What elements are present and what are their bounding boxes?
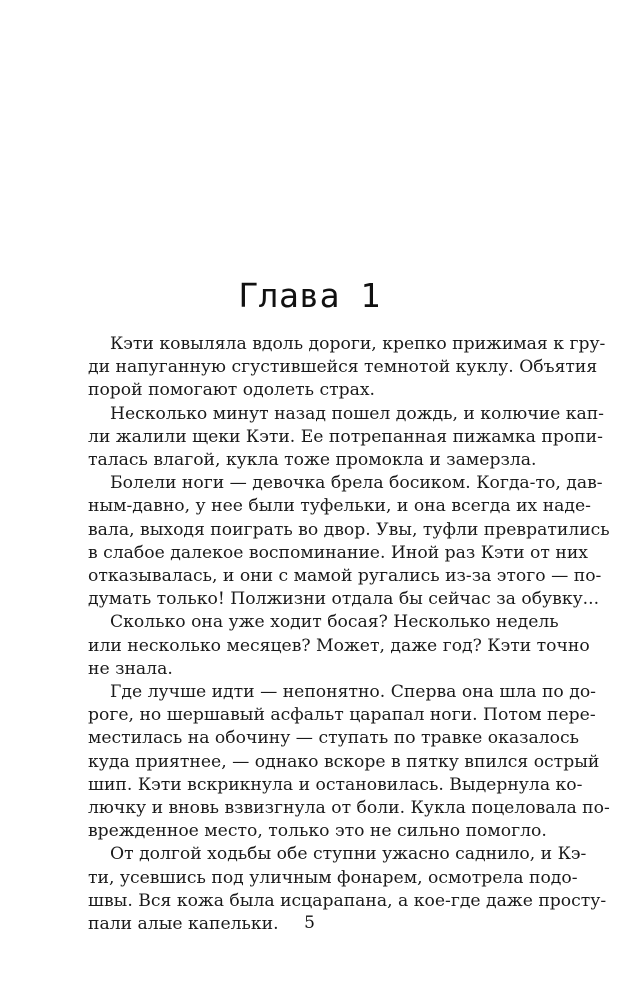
paragraph [88, 611, 590, 681]
chapter-title: Глава 1 [238, 276, 381, 315]
text-line: От долгой ходьбы обе ступни ужасно саднило, и Кэ- [110, 844, 587, 865]
text-line: местилась на обочину — ступать по травке оказалось [88, 728, 580, 749]
text-line: порой помогают одолеть страх. [88, 380, 376, 401]
text-line: Болели ноги — девочка брела босиком. Когда-то, дав- [110, 473, 603, 494]
text-line: отказывалась, и они с мамой ругались из-за этого — по- [88, 566, 602, 587]
text-line: пали алые капельки. [88, 914, 279, 935]
text-line: швы. Вся кожа была исцарапана, а кое-где даже просту- [88, 890, 607, 911]
text-line: ти, усевшись под уличным фонарем, осмотрела подо- [88, 867, 578, 888]
paragraph [88, 333, 606, 403]
text-line: шип. Кэти вскрикнула и остановилась. Выдернула ко- [88, 774, 583, 795]
text-line: или несколько месяцев? Может, даже год? Кэти точно [88, 635, 590, 656]
paragraph [88, 472, 610, 611]
text-line: талась влагой, кукла тоже промокла и замерзла. [88, 450, 537, 471]
text-line: врежденное место, только это не сильно помогло. [88, 821, 547, 842]
text-line: куда приятнее, — однако вскоре в пятку впился острый [88, 751, 600, 772]
text-line: Кэти ковыляла вдоль дороги, крепко прижимая к гру- [110, 334, 606, 354]
text-line: думать только! Полжизни отдала бы сейчас за обувку... [88, 589, 600, 610]
text-line: Где лучше идти — непонятно. Сперва она шла по до- [110, 682, 596, 703]
text-line: роге, но шершавый асфальт царапал ноги. Потом пере- [88, 705, 596, 726]
paragraph [88, 403, 604, 473]
text-line: Сколько она уже ходит босая? Несколько недель [110, 612, 559, 633]
chapter-body [88, 333, 610, 936]
text-line: в слабое далекое воспоминание. Иной раз Кэти от них [88, 542, 588, 563]
text-line: вала, выходя поиграть во двор. Увы, туфли превратились [88, 519, 610, 540]
text-line: ди напуганную сгустившейся темнотой куклу. Объятия [88, 357, 598, 378]
text-line: лючку и вновь взвизгнула от боли. Кукла поцеловала по- [88, 798, 610, 819]
page-number: 5 [304, 913, 315, 933]
text-line: ли жалили щеки Кэти. Ее потрепанная пижамка пропи- [88, 426, 603, 447]
text-line: Несколько минут назад пошел дождь, и колючие кап- [110, 403, 604, 424]
paragraph [88, 681, 610, 843]
text-line: ным-давно, у нее были туфельки, и она всегда их наде- [88, 496, 591, 517]
text-line: не знала. [88, 658, 173, 679]
